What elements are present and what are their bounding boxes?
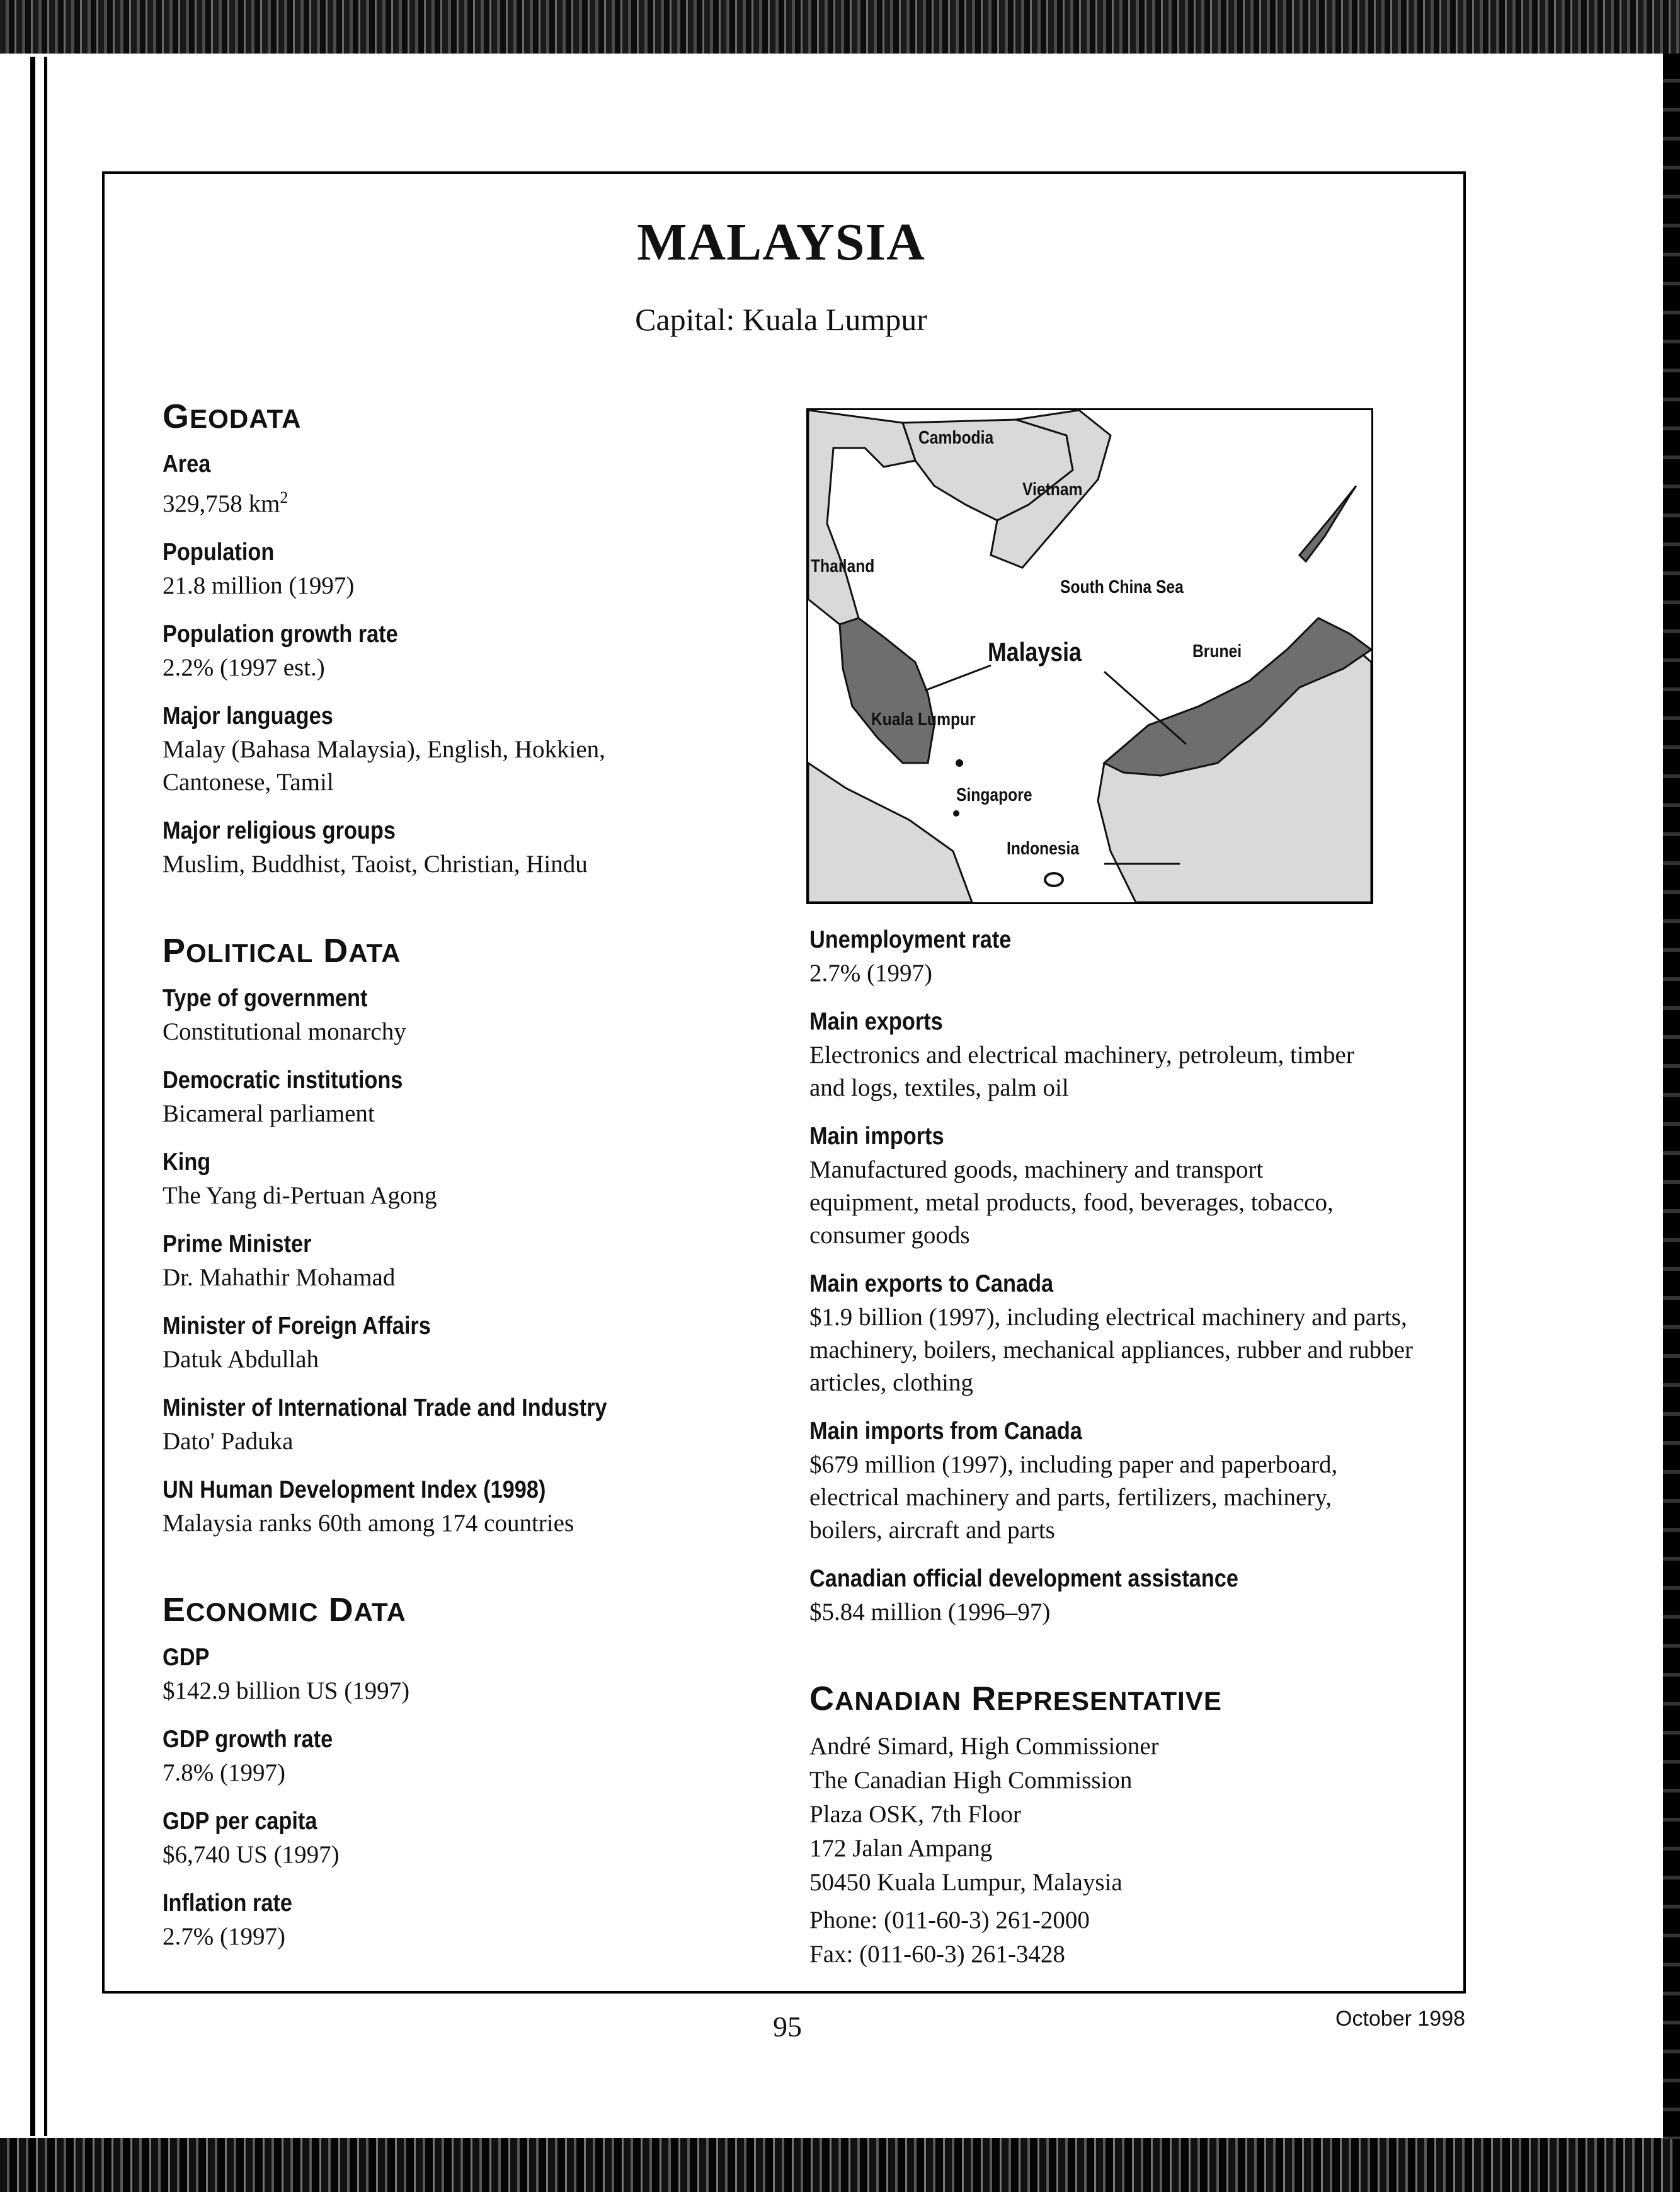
- left-column: [163, 397, 792, 1968]
- field-label: Population growth rate: [163, 621, 398, 648]
- field-value: The Yang di-Pertuan Agong: [163, 1182, 437, 1209]
- field-label: Canadian official development assistance: [809, 1565, 1238, 1592]
- field-value: Malaysia ranks 60th among 174 countries: [163, 1510, 574, 1537]
- field-value: 7.8% (1997): [163, 1759, 285, 1786]
- field-label: Minister of International Trade and Industry: [163, 1394, 607, 1421]
- field-value: Datuk Abdullah: [163, 1346, 319, 1373]
- field-value: 2.7% (1997): [809, 960, 932, 987]
- section-heading-political: POLITICAL DATA: [163, 932, 401, 970]
- section-heading-economic: ECONOMIC DATA: [163, 1591, 406, 1629]
- right-column: [809, 923, 1439, 1971]
- field-label: GDP: [163, 1644, 210, 1671]
- island-dot: [1045, 873, 1063, 886]
- field-value: 329,758 $km^2$: [163, 488, 289, 517]
- map-label-kuala-lumpur: Kuala Lumpur: [871, 709, 976, 730]
- field-label: Main exports: [809, 1008, 943, 1035]
- field-label: Main imports: [809, 1123, 944, 1150]
- island-dot: [953, 810, 959, 817]
- phone-line: Phone: (011-60-3) 261-2000: [809, 1907, 1090, 1934]
- field-value: $6,740 US (1997): [163, 1841, 340, 1868]
- field-value: Malay (Bahasa Malaysia), English, Hokkien, Cantonese, Tamil: [163, 736, 605, 796]
- field-label: UN Human Development Index (1998): [163, 1476, 546, 1503]
- scan-border-top: [0, 0, 1680, 54]
- address-line: 50450 Kuala Lumpur, Malaysia: [809, 1869, 1123, 1896]
- field-value: $1.9 billion (1997), including electrical machinery and parts, machinery, boilers, mechanical appliances, rubber and rubber articles, clothing: [809, 1304, 1413, 1396]
- map-label-malaysia: Malaysia: [988, 637, 1082, 667]
- fax-line: Fax: (011-60-3) 261-3428: [809, 1941, 1065, 1968]
- binding-line: [30, 57, 35, 2136]
- region-map: [806, 408, 1373, 904]
- pointer-line: [925, 665, 991, 691]
- address-line: 172 Jalan Ampang: [809, 1835, 993, 1862]
- field-label: Main exports to Canada: [809, 1270, 1054, 1297]
- address-line: Plaza OSK, 7th Floor: [809, 1801, 1021, 1828]
- field-label: Population: [163, 539, 275, 566]
- map-label-south-china-sea: South China Sea: [1060, 577, 1184, 597]
- field-label: Main imports from Canada: [809, 1418, 1082, 1445]
- field-label: Area: [163, 450, 211, 478]
- field-label: King: [163, 1149, 211, 1176]
- field-value: Muslim, Buddhist, Taoist, Christian, Hindu: [163, 851, 588, 878]
- field-value: Dato' Paduka: [163, 1428, 294, 1455]
- peninsular-malaysia: [840, 618, 934, 763]
- page-number: 95: [773, 2011, 802, 2043]
- address-block: [809, 1730, 1439, 1971]
- field-label: Prime Minister: [163, 1231, 312, 1258]
- field-label: GDP per capita: [163, 1808, 317, 1835]
- field-label: GDP growth rate: [163, 1726, 333, 1753]
- map-label-brunei: Brunei: [1192, 641, 1242, 662]
- island-dot: [956, 759, 963, 767]
- field-value: $142.9 billion US (1997): [163, 1677, 410, 1704]
- field-label: Major languages: [163, 703, 333, 730]
- field-value: Dr. Mahathir Mohamad: [163, 1264, 396, 1291]
- field-value: Bicameral parliament: [163, 1100, 375, 1127]
- sumatra-landmass: [808, 763, 972, 902]
- field-value: 21.8 million (1997): [163, 572, 355, 599]
- map-drawing: [808, 410, 1371, 902]
- field-value: 2.2% (1997 est.): [163, 654, 325, 681]
- thailand-landmass: [808, 410, 915, 624]
- palawan-island: [1300, 486, 1356, 561]
- section-heading-geodata: GEODATA: [163, 398, 302, 435]
- page-edge: [1663, 54, 1680, 2139]
- field-label: Inflation rate: [163, 1890, 292, 1917]
- capital-line: Capital: Kuala Lumpur: [635, 302, 927, 337]
- field-label: Unemployment rate: [809, 926, 1012, 953]
- field-value: Constitutional monarchy: [163, 1018, 406, 1045]
- field-label: Major religious groups: [163, 817, 396, 844]
- field-value: Manufactured goods, machinery and transport equipment, metal products, food, beverages, tobacco, consumer goods: [809, 1156, 1334, 1249]
- map-label-indonesia: Indonesia: [1007, 839, 1080, 859]
- field-label: Democratic institutions: [163, 1067, 403, 1094]
- address-line: André Simard, High Commissioner: [809, 1733, 1159, 1760]
- map-label-singapore: Singapore: [956, 785, 1032, 805]
- field-label: Type of government: [163, 985, 368, 1012]
- field-value: 2.7% (1997): [163, 1923, 285, 1950]
- field-value: $5.84 million (1996–97): [809, 1598, 1051, 1626]
- field-label: Minister of Foreign Affairs: [163, 1312, 431, 1340]
- scan-border-bottom: [0, 2138, 1680, 2192]
- map-label-thailand: Thailand: [811, 556, 875, 577]
- publication-date: October 1998: [1335, 2007, 1466, 2031]
- field-value: Electronics and electrical machinery, petroleum, timber and logs, textiles, palm oil: [809, 1041, 1354, 1101]
- field-value: $679 million (1997), including paper and paperboard, electrical machinery and parts, fertilizers, machinery, boilers, aircraft and parts: [809, 1451, 1338, 1544]
- address-line: The Canadian High Commission: [809, 1767, 1133, 1794]
- section-heading-representative: CANADIAN REPRESENTATIVE: [809, 1680, 1222, 1718]
- map-label-vietnam: Vietnam: [1022, 479, 1083, 500]
- page-title: MALAYSIA: [637, 213, 925, 272]
- binding-line: [44, 57, 47, 2136]
- map-label-cambodia: Cambodia: [918, 428, 994, 448]
